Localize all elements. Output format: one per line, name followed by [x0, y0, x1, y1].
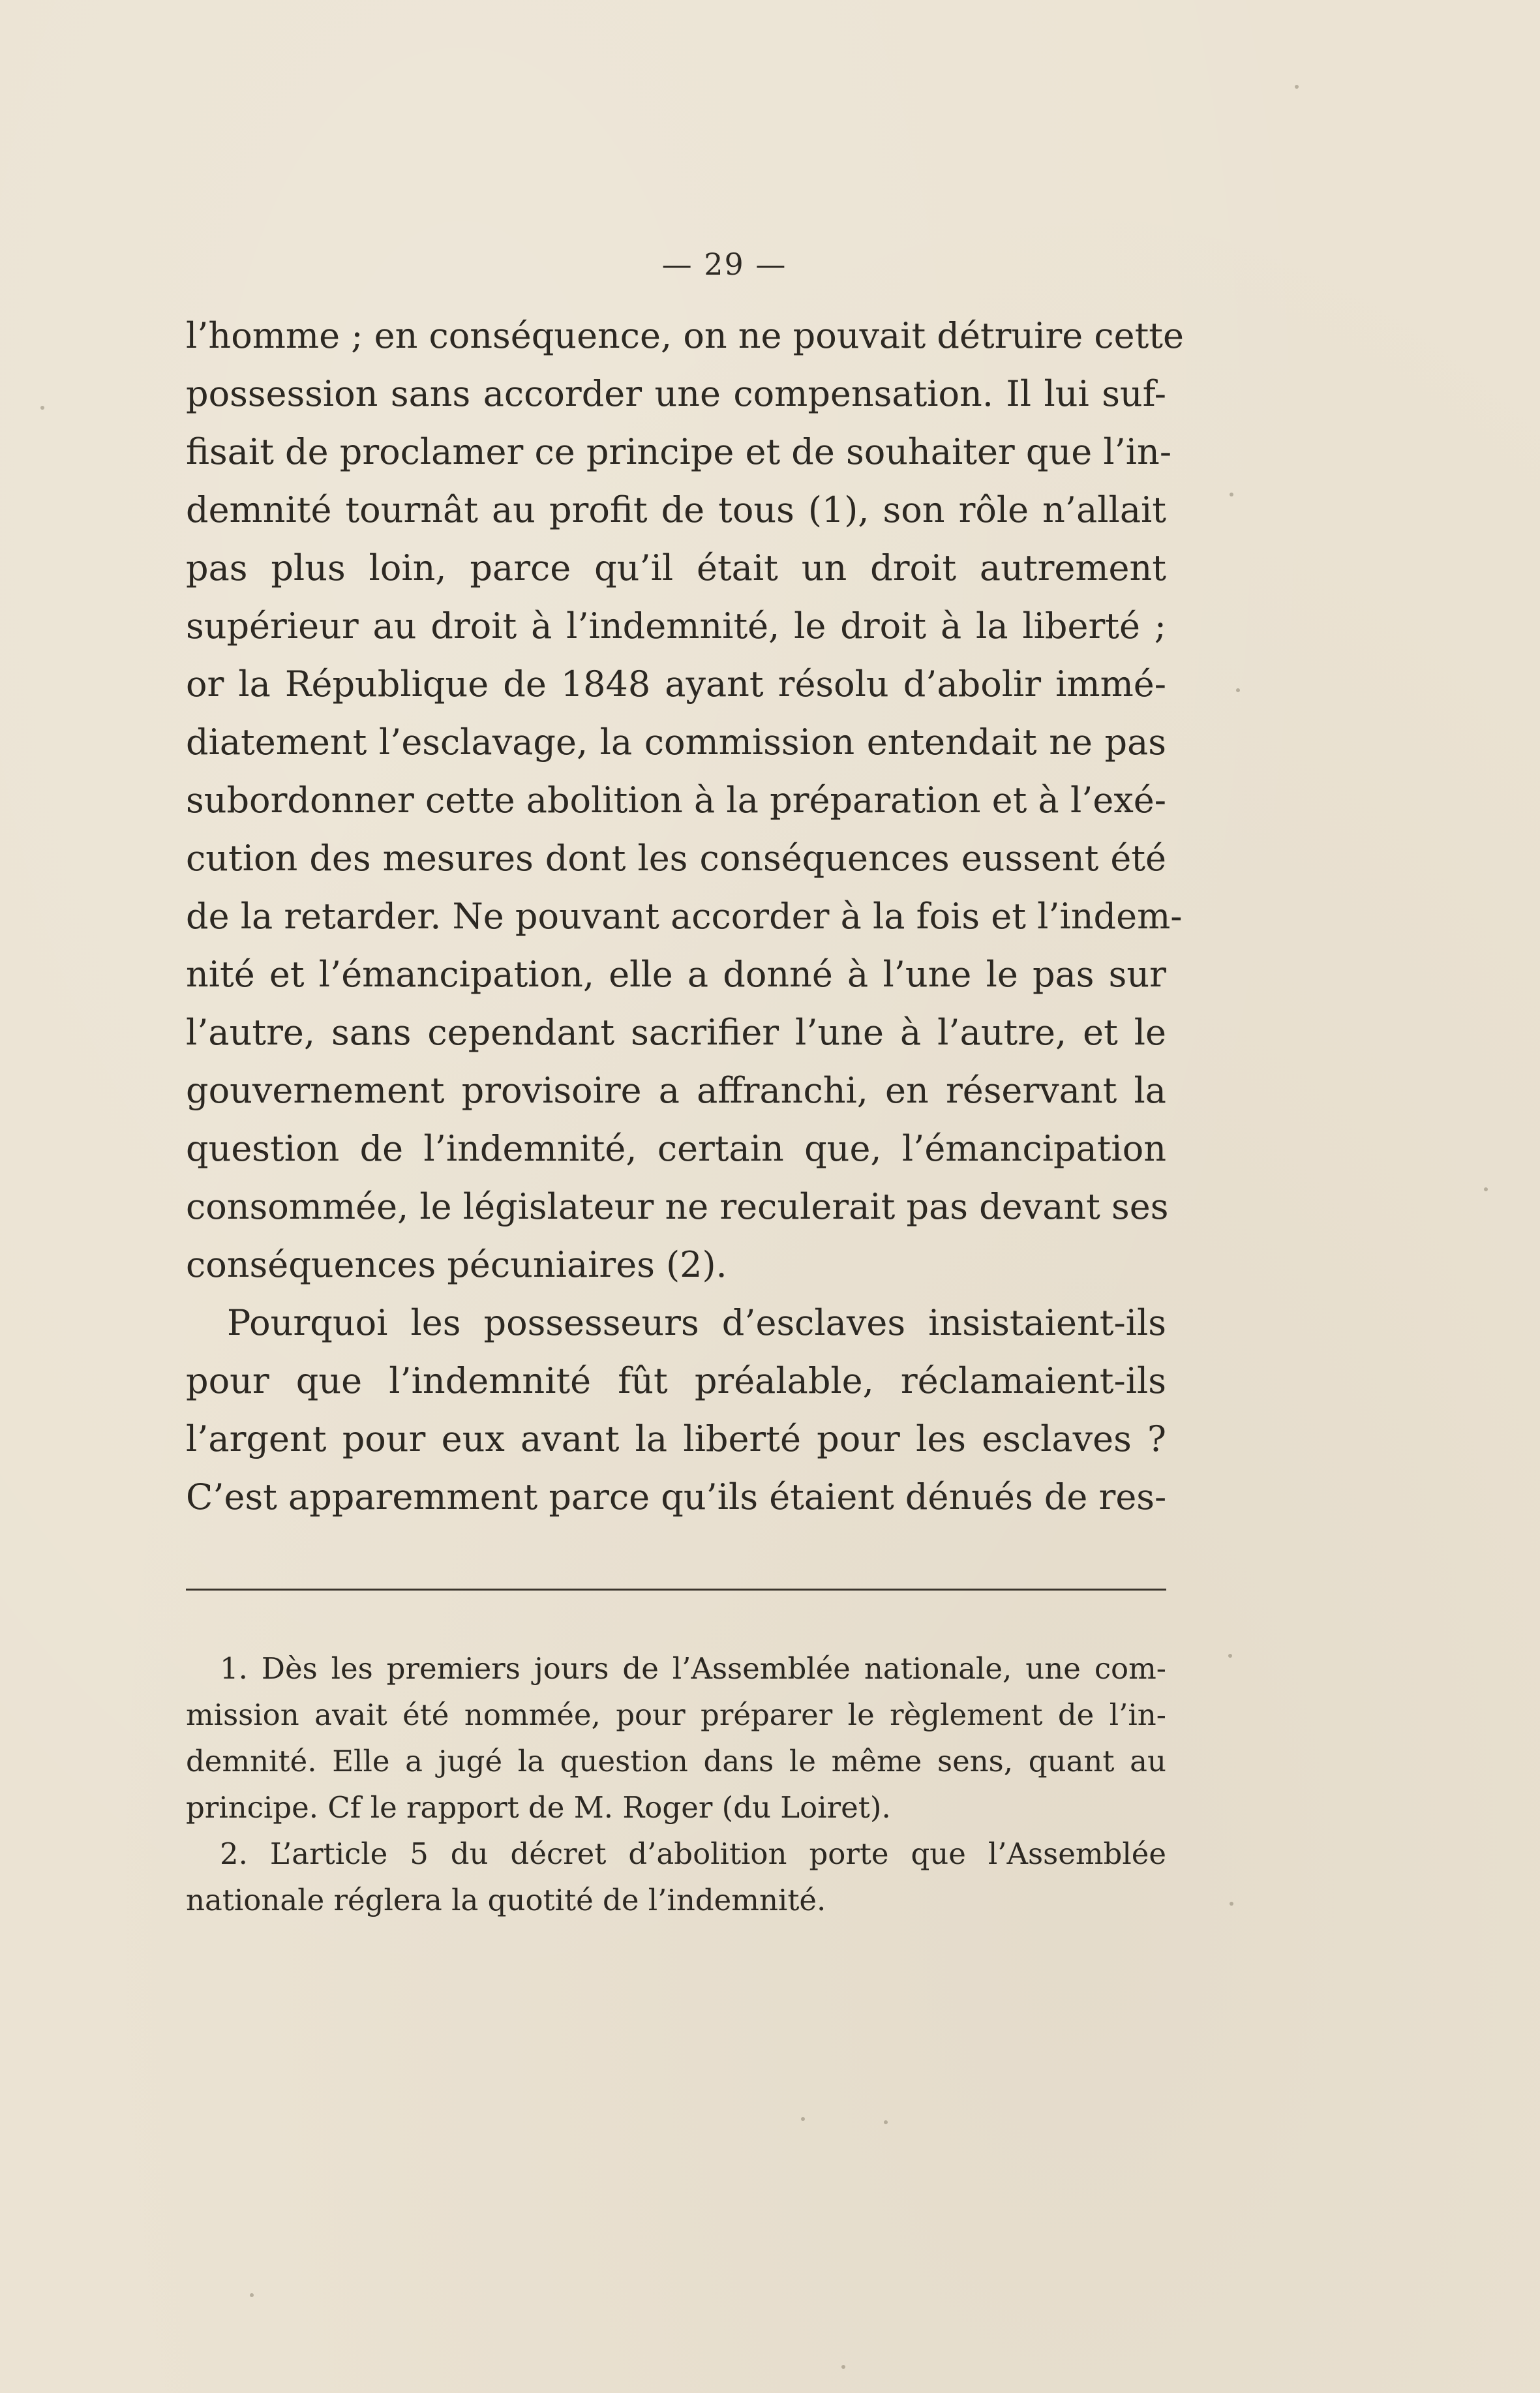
body-line: possession sans accorder une compensation. Il lui suf- — [186, 373, 1166, 414]
paper-speck — [1230, 493, 1233, 496]
footnote-line: demnité. Elle a jugé la question dans le même sens, quant au — [186, 1744, 1166, 1778]
body-line: diatement l’esclavage, la commission entendait ne pas — [186, 722, 1166, 763]
footnote-line: 2. L’article 5 du décret d’abolition porte que l’Assemblée — [220, 1837, 1166, 1871]
body-line: conséquences pécuniaires (2). — [186, 1244, 727, 1285]
paper-speck — [1230, 1902, 1233, 1906]
paper-speck — [250, 2293, 254, 2297]
body-line: question de l’indemnité, certain que, l’émancipation — [186, 1128, 1166, 1169]
body-line: l’autre, sans cependant sacrifier l’une à l’autre, et le — [186, 1012, 1166, 1053]
body-line: C’est apparemment parce qu’ils étaient dénués de res- — [186, 1476, 1167, 1517]
footnote-line: nationale réglera la quotité de l’indemnité. — [186, 1883, 826, 1917]
body-line: cution des mesures dont les conséquences eussent été — [186, 838, 1166, 879]
body-line: Pourquoi les possesseurs d’esclaves insistaient-ils — [227, 1302, 1166, 1343]
paper-speck — [1295, 85, 1299, 89]
body-line: subordonner cette abolition à la préparation et à l’exé- — [186, 780, 1166, 821]
paper-speck — [1228, 1654, 1232, 1658]
body-line: supérieur au droit à l’indemnité, le droit à la liberté ; — [186, 605, 1166, 647]
body-line: pas plus loin, parce qu’il était un droit autrement — [186, 547, 1166, 588]
body-line: l’homme ; en conséquence, on ne pouvait détruire cette — [186, 315, 1184, 356]
footnote-line: mission avait été nommée, pour préparer le règlement de l’in- — [186, 1698, 1166, 1732]
body-line: gouvernement provisoire a affranchi, en réservant la — [186, 1070, 1166, 1111]
paper-speck — [841, 2365, 845, 2369]
paper-speck — [884, 2120, 888, 2124]
paper-speck — [40, 406, 44, 410]
footnote-line: principe. Cf le rapport de M. Roger (du Loiret). — [186, 1790, 891, 1825]
body-line: fisait de proclamer ce principe et de souhaiter que l’in- — [186, 431, 1172, 472]
body-line: pour que l’indemnité fût préalable, réclamaient-ils — [186, 1360, 1166, 1401]
paper-speck — [801, 2117, 805, 2121]
body-text — [186, 307, 1184, 1526]
body-line: consommée, le législateur ne reculerait pas devant ses — [186, 1186, 1169, 1227]
body-line: l’argent pour eux avant la liberté pour les esclaves ? — [186, 1418, 1166, 1459]
body-line: de la retarder. Ne pouvant accorder à la fois et l’indem- — [186, 896, 1183, 937]
footnote-line: 1. Dès les premiers jours de l’Assemblée nationale, une com- — [220, 1651, 1166, 1686]
body-line: demnité tournât au profit de tous (1), son rôle n’allait — [186, 489, 1166, 530]
body-line: nité et l’émancipation, elle a donné à l’une le pas sur — [186, 954, 1166, 995]
footnote-divider — [186, 1589, 1166, 1591]
body-line: or la République de 1848 ayant résolu d’abolir immé- — [186, 663, 1166, 705]
paper-speck — [1236, 688, 1240, 692]
footnotes — [186, 1645, 1166, 1923]
page-number: — 29 — — [661, 247, 787, 282]
paper-speck — [1484, 1187, 1488, 1191]
